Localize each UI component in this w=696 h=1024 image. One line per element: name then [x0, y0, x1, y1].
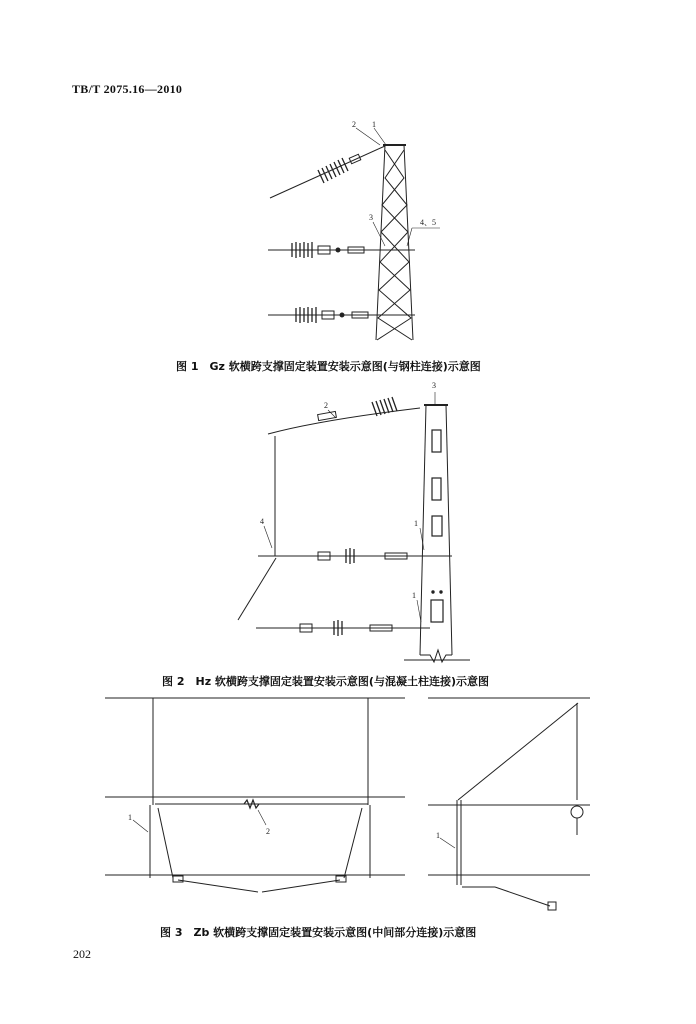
figure-3-caption: 图 3 Zb 软横跨支撑固定装置安装示意图(中间部分连接)示意图 — [160, 926, 477, 939]
fig2-label-3: 3 — [432, 381, 436, 390]
figure-2-caption: 图 2 Hz 软横跨支撑固定装置安装示意图(与混凝土柱连接)示意图 — [162, 675, 489, 688]
figure-2-drawing — [238, 392, 470, 662]
page-number: 202 — [73, 947, 91, 961]
figure-3-drawing — [105, 698, 590, 910]
fig3-label-1-right: 1 — [436, 831, 440, 840]
figure-1-caption: 图 1 Gz 软横跨支撑固定装置安装示意图(与钢柱连接)示意图 — [176, 360, 481, 373]
fig1-label-45: 4、5 — [420, 218, 436, 227]
fig2-label-4: 4 — [260, 517, 264, 526]
figure-1-drawing — [268, 128, 440, 340]
fig3-label-2: 2 — [266, 827, 270, 836]
fig1-label-1: 1 — [372, 120, 376, 129]
fig1-label-2: 2 — [352, 120, 356, 129]
fig1-label-3: 3 — [369, 213, 373, 222]
fig2-label-1a: 1 — [414, 519, 418, 528]
fig2-label-1b: 1 — [412, 591, 416, 600]
fig3-label-1-left: 1 — [128, 813, 132, 822]
standard-header: TB/T 2075.16—2010 — [72, 82, 183, 96]
fig2-label-2: 2 — [324, 401, 328, 410]
